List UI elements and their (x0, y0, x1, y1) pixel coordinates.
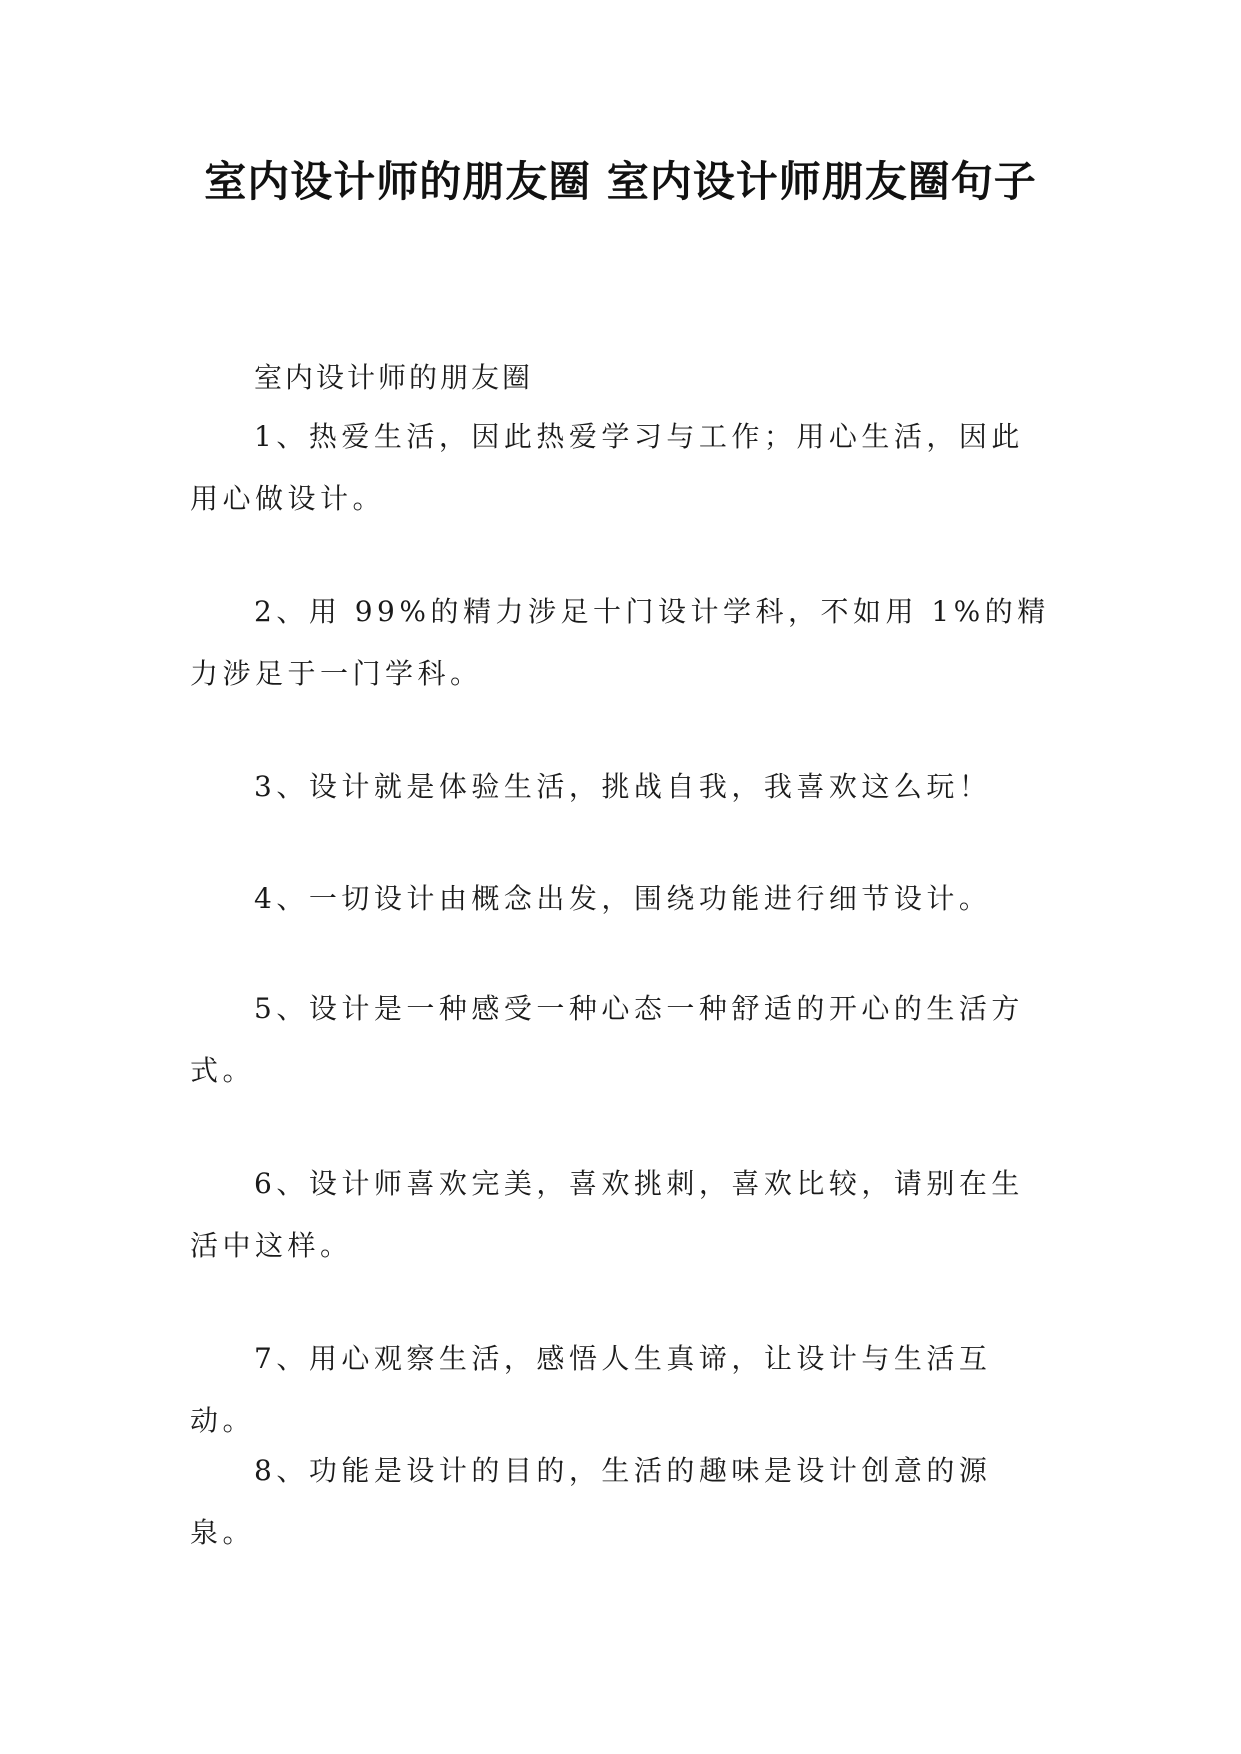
list-item: 6、设计师喜欢完美，喜欢挑刺，喜欢比较，请别在生活中这样。 (190, 1167, 1024, 1262)
list-item: 8、功能是设计的目的，生活的趣味是设计创意的源泉。 (190, 1454, 992, 1549)
list-item: 1、热爱生活，因此热爱学习与工作；用心生活，因此用心做设计。 (190, 420, 1024, 515)
document-subheading: 室内设计师的朋友圈 (254, 361, 534, 394)
document-title: 室内设计师的朋友圈 室内设计师朋友圈句子 (204, 157, 1037, 206)
list-item: 4、一切设计由概念出发，围绕功能进行细节设计。 (254, 882, 992, 915)
list-item: 2、用 99%的精力涉足十门设计学科，不如用 1%的精力涉足于一门学科。 (190, 595, 1050, 690)
list-item: 3、设计就是体验生活，挑战自我，我喜欢这么玩！ (254, 770, 992, 803)
list-item: 7、用心观察生活，感悟人生真谛，让设计与生活互动。 (190, 1342, 992, 1437)
list-item: 5、设计是一种感受一种心态一种舒适的开心的生活方式。 (190, 992, 1024, 1087)
